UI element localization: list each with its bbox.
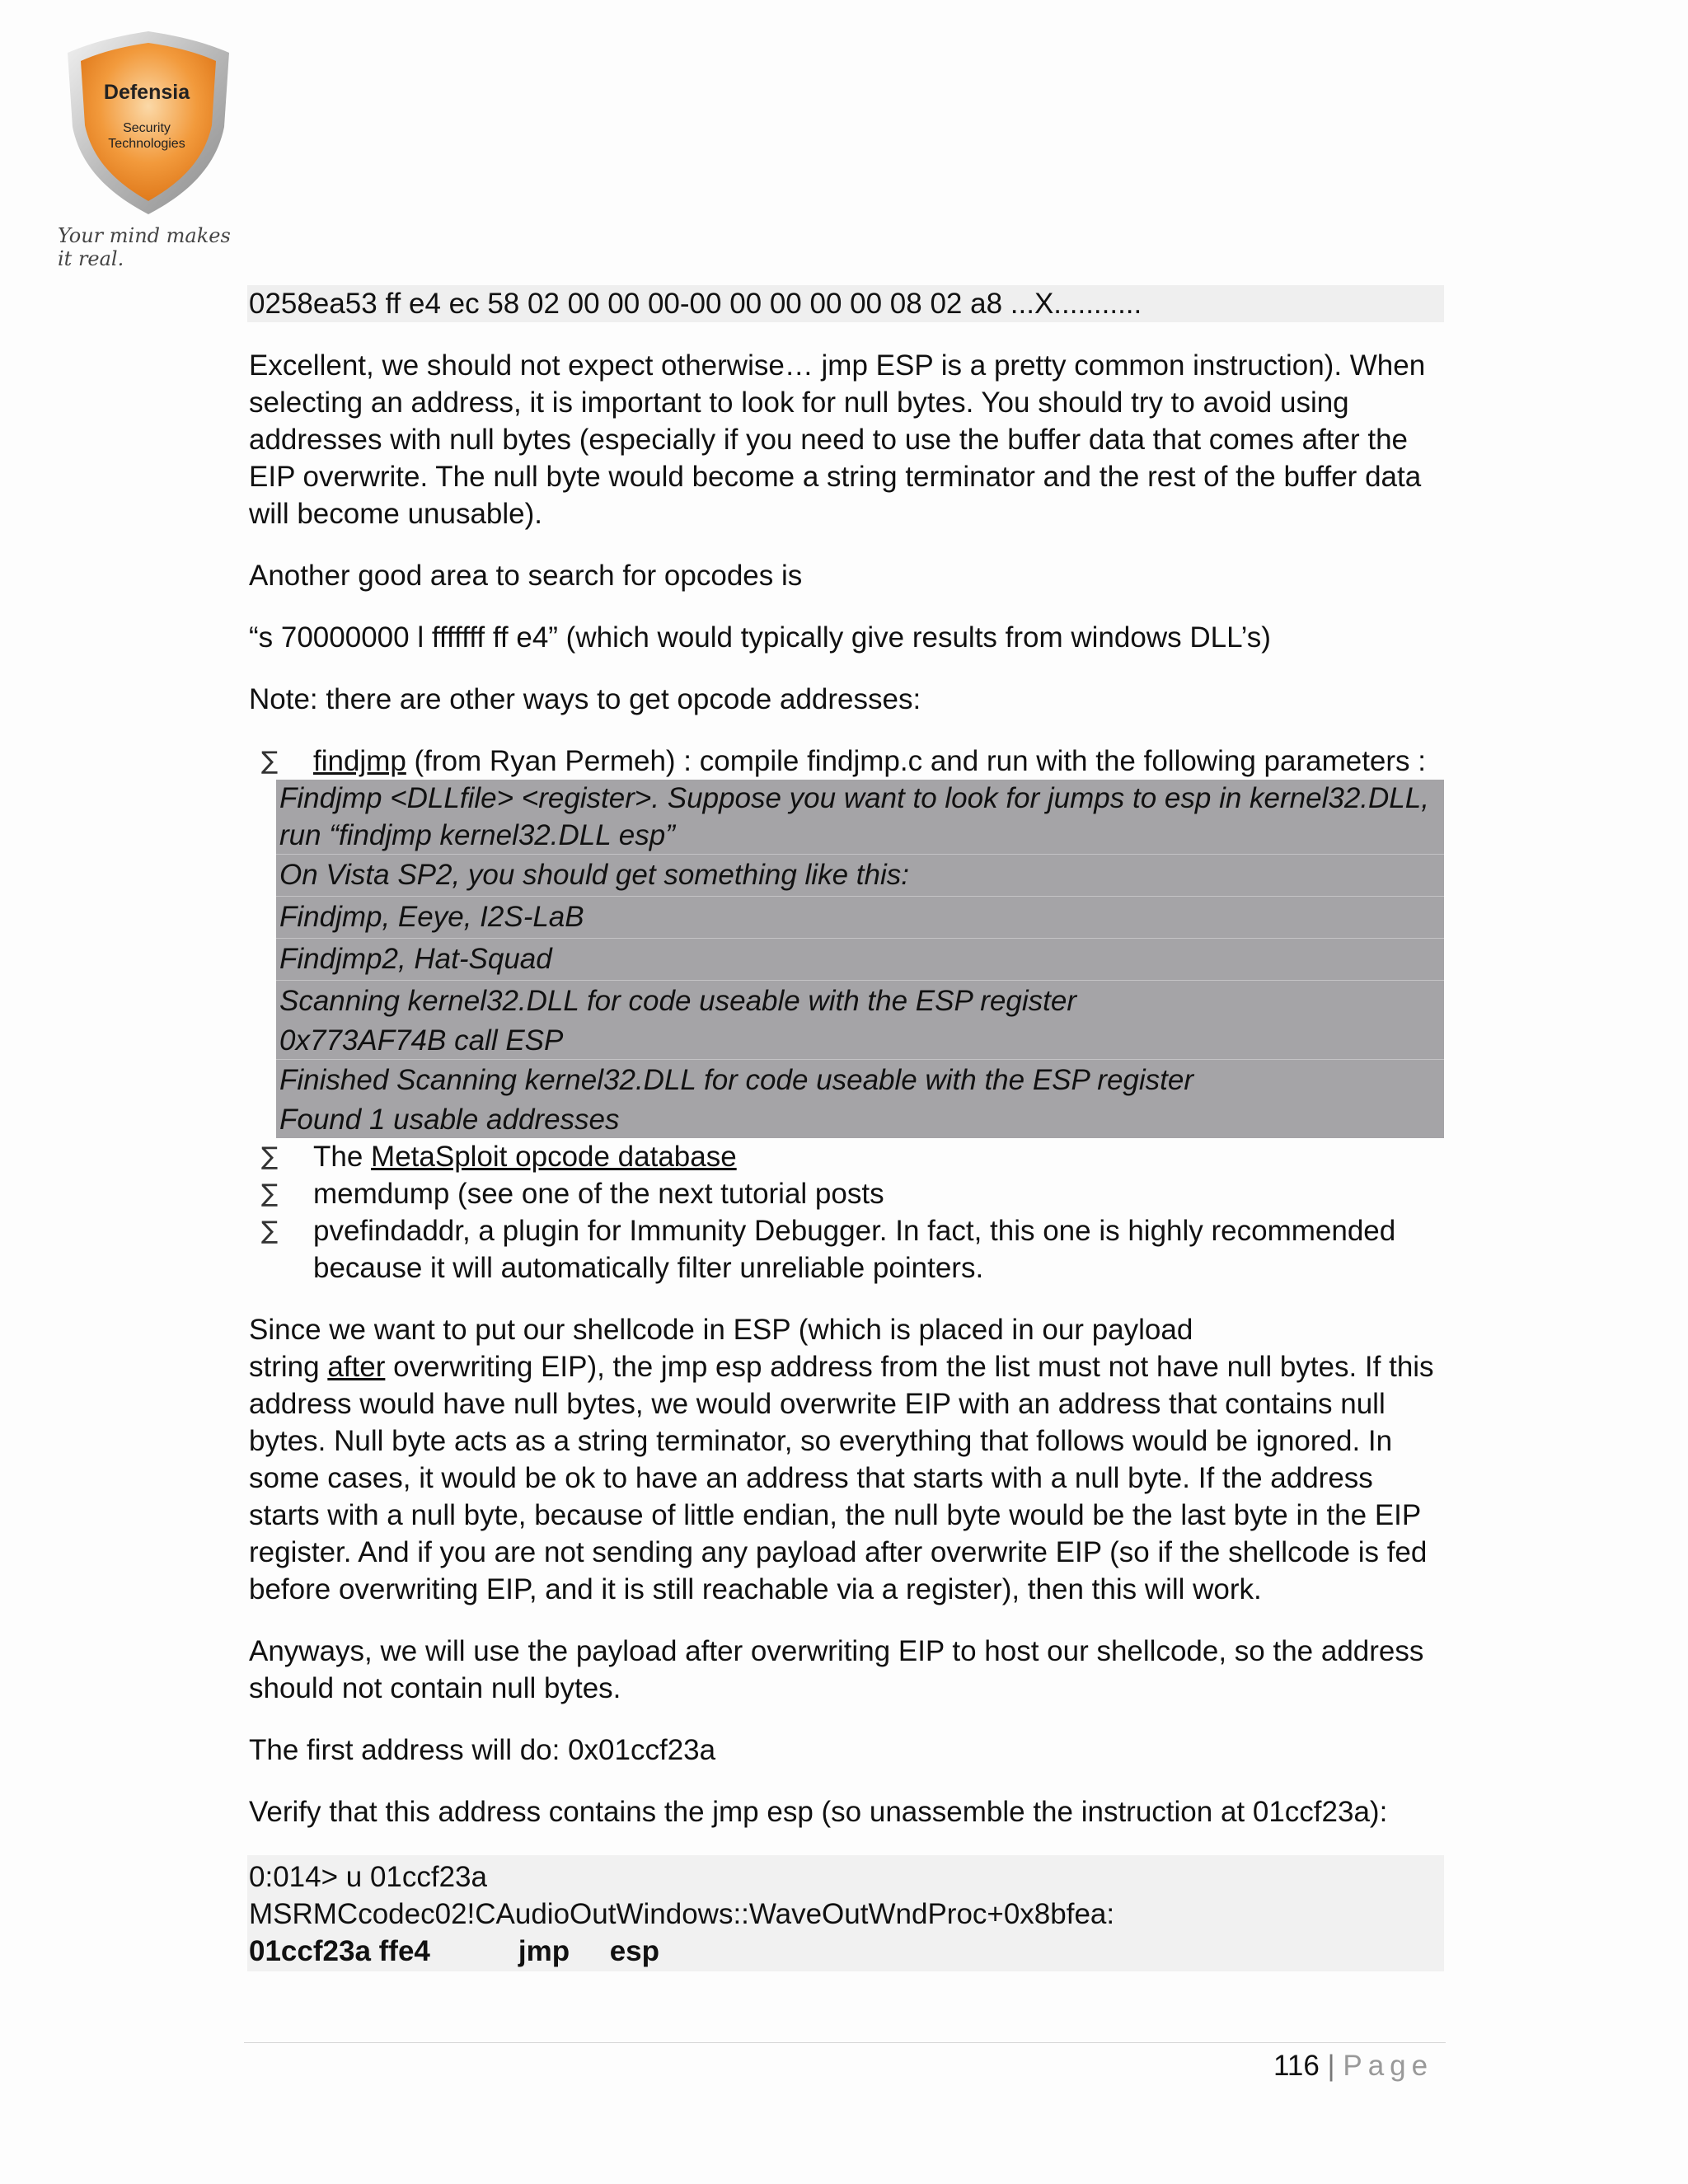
- paragraph-first-address: The first address will do: 0x01ccf23a: [249, 1734, 716, 1766]
- paragraph-excellent: Excellent, we should not expect otherwise… jmp ESP is a pretty common instruction). When selecting an address, it is important to look for null bytes. You should try to avoid using addresses with null bytes (especially if you need to use the buffer data that comes after the EIP overwrite. The null byte would become a string terminator and the rest of the buffer data will become unusable).: [249, 349, 1426, 530]
- grey-row: 0x773AF74B call ESP: [279, 1024, 564, 1057]
- grey-row: Scanning kernel32.DLL for code useable with the ESP register: [276, 980, 1444, 1022]
- findjmp-output-box: [276, 780, 1444, 1138]
- opcode-tools-list: [247, 743, 1444, 780]
- page-content: [247, 285, 1444, 1971]
- pvefindaddr-text: pvefindaddr, a plugin for Immunity Debugger. In fact, this one is highly recommended because it will automatically filter unreliable pointers.: [313, 1215, 1396, 1284]
- list-item-memdump: [247, 1175, 1444, 1212]
- logo-sub2: Technologies: [108, 137, 185, 151]
- memdump-text: memdump (see one of the next tutorial posts: [313, 1178, 884, 1210]
- grey-row: run “findjmp kernel32.DLL esp”: [279, 819, 675, 851]
- code-line-1: 0:014> u 01ccf23a: [249, 1861, 487, 1893]
- grey-row: Findjmp, Eeye, I2S-LaB: [276, 896, 1444, 938]
- logo-brand: Defensia: [103, 81, 190, 104]
- list-item-pvefindaddr: [247, 1212, 1444, 1286]
- bullet-icon: ∑: [261, 1216, 279, 1245]
- list-item-findjmp: [247, 743, 1444, 780]
- paragraph-anyways: Anyways, we will use the payload after overwriting EIP to host our shellcode, so the address should not contain null bytes.: [249, 1635, 1424, 1704]
- bullet-icon: ∑: [261, 1142, 279, 1171]
- page-number-sep: |: [1319, 2050, 1343, 2082]
- findjmp-text: (from Ryan Permeh) : compile findjmp.c and run with the following parameters :: [406, 745, 1426, 777]
- paragraph-another-area: Another good area to search for opcodes is: [249, 560, 803, 592]
- paragraph-note: Note: there are other ways to get opcode addresses:: [249, 683, 921, 715]
- defensia-logo: [58, 28, 239, 270]
- page-number: [1273, 2047, 1433, 2084]
- grey-row: Findjmp2, Hat-Squad: [276, 938, 1444, 980]
- grey-row: Findjmp <DLLfile> <register>. Suppose you want to look for jumps to esp in kernel32.DLL,: [279, 782, 1429, 814]
- list-item-metasploit: [247, 1138, 1444, 1175]
- shield-logo-icon: [58, 28, 239, 218]
- logo-sub1: Security: [123, 121, 171, 135]
- metasploit-pre: The: [313, 1141, 372, 1173]
- unassemble-code-block: [247, 1855, 1444, 1971]
- para5-after: after: [327, 1351, 386, 1383]
- para5-c: overwriting EIP), the jmp esp address from the list must not have null bytes. If this address would have null bytes, we would overwrite EIP with an address that contains null bytes. Null byte acts as a string terminator, so everything that follows would be ignored. In some cases, it would be ok to have an address that starts with a null byte. If the address starts with a null byte, because of little endian, the null byte would be the last byte in the EIP register. And if you are not sending any payload after overwrite EIP (so if the shellcode is fed before overwriting EIP, and it is still reachable via a register), then this will work.: [249, 1351, 1434, 1605]
- metasploit-link[interactable]: MetaSploit opcode database: [371, 1141, 737, 1173]
- para5-a: Since we want to put our shellcode in ESP (which is placed in our payload: [249, 1314, 1193, 1346]
- paragraph-verify: Verify that this address contains the jmp esp (so unassemble the instruction at 01ccf23a):: [249, 1796, 1388, 1828]
- footer-divider: [244, 2042, 1446, 2043]
- code-line-2: MSRMCcodec02!CAudioOutWindows::WaveOutWndProc+0x8bfea:: [249, 1898, 1115, 1930]
- paragraph-search-command: “s 70000000 l fffffff ff e4” (which would typically give results from windows DLL’s): [249, 621, 1271, 654]
- grey-row: Finished Scanning kernel32.DLL for code useable with the ESP register: [276, 1059, 1444, 1101]
- page-number-value: 116: [1273, 2050, 1320, 2082]
- bullet-icon: ∑: [261, 747, 279, 776]
- logo-tagline: Your mind makes it real.: [58, 224, 231, 270]
- dump-line: 0258ea53 ff e4 ec 58 02 00 00 00-00 00 00 00 00 08 02 a8 ...X...........: [247, 285, 1444, 322]
- findjmp-link[interactable]: findjmp: [313, 745, 406, 777]
- paragraph-shellcode-esp: [249, 1311, 1444, 1608]
- bullet-icon: ∑: [261, 1179, 279, 1208]
- grey-row: Found 1 usable addresses: [279, 1104, 620, 1136]
- page-word: Page: [1343, 2050, 1434, 2082]
- code-line-3: 01ccf23a ffe4 jmp esp: [249, 1935, 659, 1967]
- opcode-tools-list-cont: [247, 1138, 1444, 1286]
- para5-b: string: [249, 1351, 328, 1383]
- grey-row: On Vista SP2, you should get something like this:: [276, 854, 1444, 896]
